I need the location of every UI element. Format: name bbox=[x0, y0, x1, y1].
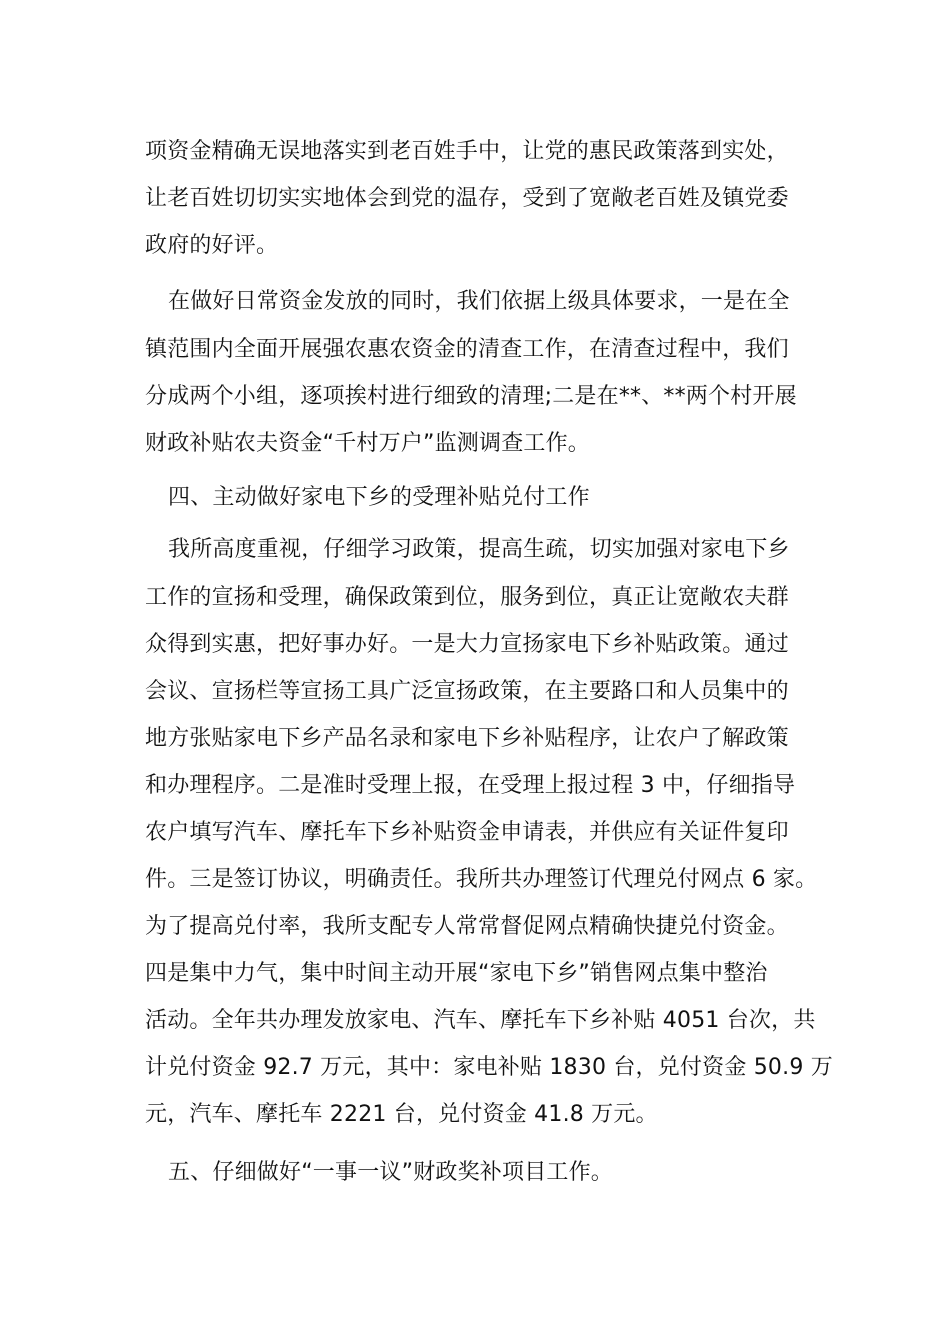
text-line: 农户填写汽车、摩托车下乡补贴资金申请表，并供应有关证件复印 bbox=[145, 820, 789, 845]
text-line: 为了提高兑付率，我所支配专人常常督促网点精确快捷兑付资金。 bbox=[145, 914, 789, 939]
text-line: 分成两个小组，逐项挨村进行细致的清理;二是在**、**两个村开展 bbox=[145, 384, 797, 409]
text-line: 政府的好评。 bbox=[145, 233, 279, 258]
text-line: 让老百姓切切实实地体会到党的温存，受到了宽敞老百姓及镇党委 bbox=[145, 186, 789, 211]
text-line: 工作的宣扬和受理，确保政策到位，服务到位，真正让宽敞农夫群 bbox=[145, 585, 789, 610]
text-line: 和办理程序。二是准时受理上报，在受理上报过程 3 中，仔细指导 bbox=[145, 773, 796, 798]
text-line: 会议、宣扬栏等宣扬工具广泛宣扬政策，在主要路口和人员集中的 bbox=[145, 679, 789, 704]
text-line: 财政补贴农夫资金“千村万户”监测调查工作。 bbox=[145, 431, 590, 456]
paragraph-first-line: 在做好日常资金发放的同时，我们依据上级具体要求，一是在全 bbox=[168, 289, 790, 314]
text-line: 元，汽车、摩托车 2221 台，兑付资金 41.8 万元。 bbox=[145, 1102, 658, 1127]
text-line: 活动。全年共办理发放家电、汽车、摩托车下乡补贴 4051 台次，共 bbox=[145, 1008, 816, 1033]
text-line: 计兑付资金 92.7 万元，其中：家电补贴 1830 台，兑付资金 50.9 万 bbox=[145, 1055, 833, 1080]
paragraph-first-line: 我所高度重视，仔细学习政策，提高生疏，切实加强对家电下乡 bbox=[168, 537, 790, 562]
section-heading: 五、仔细做好“一事一议”财政奖补项目工作。 bbox=[168, 1160, 613, 1185]
text-line: 四是集中力气，集中时间主动开展“家电下乡”销售网点集中整治 bbox=[145, 961, 768, 986]
text-line: 地方张贴家电下乡产品名录和家电下乡补贴程序，让农户了解政策 bbox=[145, 726, 789, 751]
section-heading: 四、主动做好家电下乡的受理补贴兑付工作 bbox=[168, 485, 590, 510]
text-line: 众得到实惠，把好事办好。一是大力宣扬家电下乡补贴政策。通过 bbox=[145, 632, 789, 657]
text-line: 件。三是签订协议，明确责任。我所共办理签订代理兑付网点 6 家。 bbox=[145, 867, 818, 892]
text-line: 镇范围内全面开展强农惠农资金的清查工作，在清查过程中，我们 bbox=[145, 337, 789, 362]
text-line: 项资金精确无误地落实到老百姓手中，让党的惠民政策落到实处， bbox=[145, 139, 789, 164]
